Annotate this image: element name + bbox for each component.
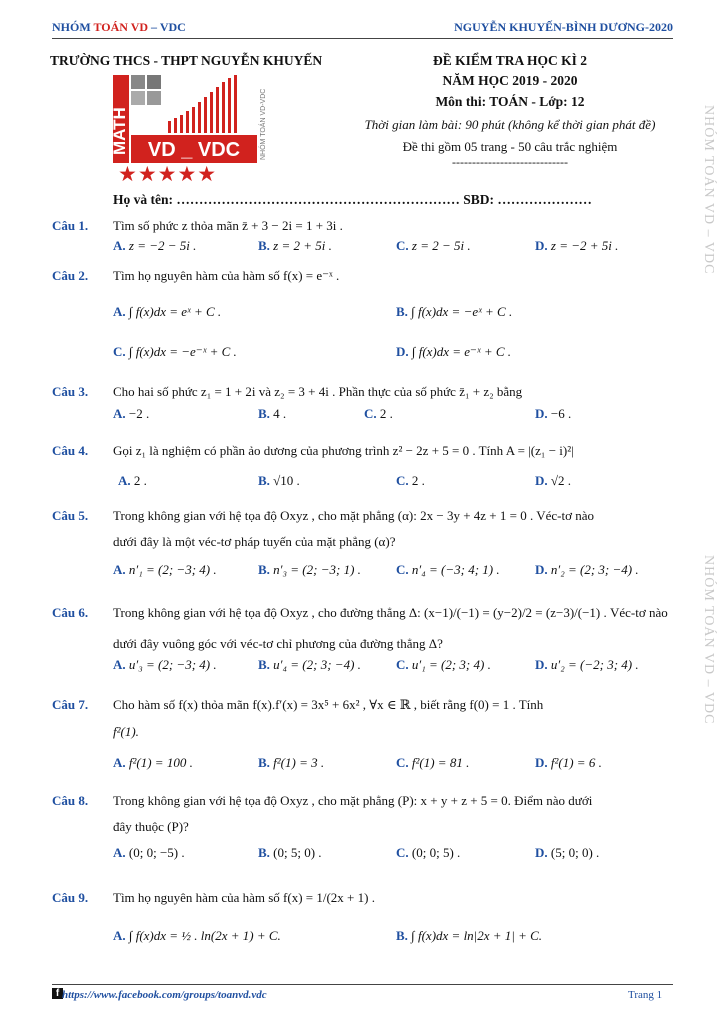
option-c: C. u′₁ = (2; 3; 4) . <box>396 657 491 672</box>
exam-pages: Đề thi gồm 05 trang - 50 câu trắc nghiệm <box>402 139 618 154</box>
option-c: C. f²(1) = 81 . <box>396 755 470 770</box>
side-watermark: NHÓM TOÁN VD – VDC <box>701 105 716 275</box>
option-d: D. ∫ f(x)dx = e⁻ˣ + C . <box>396 344 512 359</box>
option-b: B. n′₃ = (2; −3; 1) . <box>258 562 361 577</box>
option-a: A. n′₁ = (2; −3; 4) . <box>113 562 217 577</box>
side-watermark: NHÓM TOÁN VD – VDC <box>701 555 716 725</box>
footer-link[interactable]: https://www.facebook.com/groups/toanvd.vdc <box>62 989 267 1001</box>
option-c: C. 2 . <box>396 473 425 488</box>
option-a: A. z = −2 − 5i . <box>113 238 197 253</box>
question-text: Trong không gian với hệ tọa độ Oxyz , cho mặt phẳng (α): 2x − 3y + 4z + 1 = 0 . Véc-tơ nào <box>113 508 594 523</box>
question-text: Tìm họ nguyên hàm của hàm số f(x) = 1/(2x + 1) . <box>113 890 375 905</box>
header-left: NHÓM TOÁN VD – VDC <box>52 20 186 34</box>
option-b: B. 4 . <box>258 406 287 421</box>
logo-vertical: NHÓM TOÁN VD-VDC <box>260 88 267 160</box>
option-d: D. u′₂ = (−2; 3; 4) . <box>535 657 639 672</box>
option-b: B. ∫ f(x)dx = ln|2x + 1| + C. <box>396 928 543 943</box>
question-text: Gọi z₁ là nghiệm có phần ảo dương của phương trình z² − 2z + 5 = 0 . Tính A = |(z₁ − i)²| <box>113 443 574 458</box>
math-logo <box>110 75 269 165</box>
question-text-cont: dưới đây vuông góc với véc-tơ chỉ phương của đường thẳng Δ? <box>113 636 443 651</box>
school-name: TRƯỜNG THCS - THPT NGUYỄN KHUYẾN <box>50 53 323 68</box>
question-number: Câu 8. <box>52 793 89 808</box>
option-a: A. f²(1) = 100 . <box>113 755 193 770</box>
rating-stars: ★★★★★ <box>118 162 218 186</box>
question-text-cont: đây thuộc (P)? <box>113 819 189 834</box>
option-b: B. (0; 5; 0) . <box>258 845 322 860</box>
question-text-cont: dưới đây là một véc-tơ pháp tuyến của mặt phẳng (α)? <box>113 534 396 549</box>
option-a: A. (0; 0; −5) . <box>113 845 185 860</box>
facebook-icon: f <box>52 988 63 999</box>
option-b: B. u′₄ = (2; 3; −4) . <box>258 657 361 672</box>
option-c: C. z = 2 − 5i . <box>396 238 471 253</box>
question-number: Câu 4. <box>52 443 89 458</box>
exam-year: NĂM HỌC 2019 - 2020 <box>442 73 578 88</box>
option-a: A. u′₃ = (2; −3; 4) . <box>113 657 217 672</box>
option-d: D. (5; 0; 0) . <box>535 845 600 860</box>
question-number: Câu 9. <box>52 890 89 905</box>
question-text: Cho hàm số f(x) thỏa mãn f(x).f′(x) = 3x⁵ + 6x² , ∀x ∈ ℝ , biết rằng f(0) = 1 . Tính <box>113 697 544 712</box>
option-b: B. √10 . <box>258 473 300 488</box>
header-right: NGUYỄN KHUYẾN-BÌNH DƯƠNG-2020 <box>454 20 673 34</box>
question-text: Trong không gian với hệ tọa độ Oxyz , cho đường thẳng Δ: (x−1)/(−1) = (y−2)/2 = (z−3)/(−1) . Véc-tơ nào <box>113 605 668 620</box>
exam-title: ĐỀ KIỂM TRA HỌC KÌ 2 <box>433 53 587 68</box>
option-d: D. z = −2 + 5i . <box>535 238 619 253</box>
question-number: Câu 6. <box>52 605 89 620</box>
option-b: B. f²(1) = 3 . <box>258 755 325 770</box>
option-d: D. −6 . <box>535 406 572 421</box>
option-c: C. 2 . <box>364 406 393 421</box>
option-c: C. n′₄ = (−3; 4; 1) . <box>396 562 500 577</box>
footer-divider <box>52 984 673 985</box>
page-number: Trang 1 <box>628 989 663 1001</box>
option-b: B. z = 2 + 5i . <box>258 238 332 253</box>
student-info: Họ và tên: ……………………………………………………… SBD: ………………… <box>113 192 592 207</box>
exam-time: Thời gian làm bài: 90 phút (không kể thời gian phát đề) <box>364 117 656 132</box>
question-number: Câu 1. <box>52 218 89 233</box>
option-a: A. ∫ f(x)dx = ½ . ln(2x + 1) + C. <box>113 928 281 943</box>
question-number: Câu 5. <box>52 508 89 523</box>
question-text: Cho hai số phức z₁ = 1 + 2i và z₂ = 3 + 4i . Phần thực của số phức z̄₁ + z₂ bằng <box>113 384 523 399</box>
exam-subject: Môn thi: TOÁN - Lớp: 12 <box>435 94 585 109</box>
exam-dash: ----------------------------- <box>452 155 568 169</box>
option-a: A. ∫ f(x)dx = eˣ + C . <box>113 304 222 319</box>
option-c: C. ∫ f(x)dx = −e⁻ˣ + C . <box>113 344 237 359</box>
option-d: D. √2 . <box>535 473 572 488</box>
question-text: Tìm số phức z thỏa mãn z̄ + 3 − 2i = 1 + 3i . <box>113 218 343 233</box>
question-text: Trong không gian với hệ tọa độ Oxyz , cho mặt phẳng (P): x + y + z + 5 = 0. Điểm nào dưới <box>113 793 593 808</box>
question-text: Tìm họ nguyên hàm của hàm số f(x) = e⁻ˣ . <box>113 268 340 283</box>
option-d: D. f²(1) = 6 . <box>535 755 602 770</box>
option-a: A. −2 . <box>113 406 150 421</box>
logo-brand: VD _ VDC <box>147 139 241 161</box>
question-number: Câu 2. <box>52 268 89 283</box>
question-number: Câu 3. <box>52 384 89 399</box>
option-a: A. 2 . <box>118 473 147 488</box>
option-c: C. (0; 0; 5) . <box>396 845 461 860</box>
logo-word: MATH <box>110 107 129 155</box>
option-d: D. n′₂ = (2; 3; −4) . <box>535 562 639 577</box>
option-b: B. ∫ f(x)dx = −eˣ + C . <box>396 304 513 319</box>
header-divider <box>52 38 673 39</box>
question-text-cont: f²(1). <box>113 724 139 739</box>
question-number: Câu 7. <box>52 697 89 712</box>
